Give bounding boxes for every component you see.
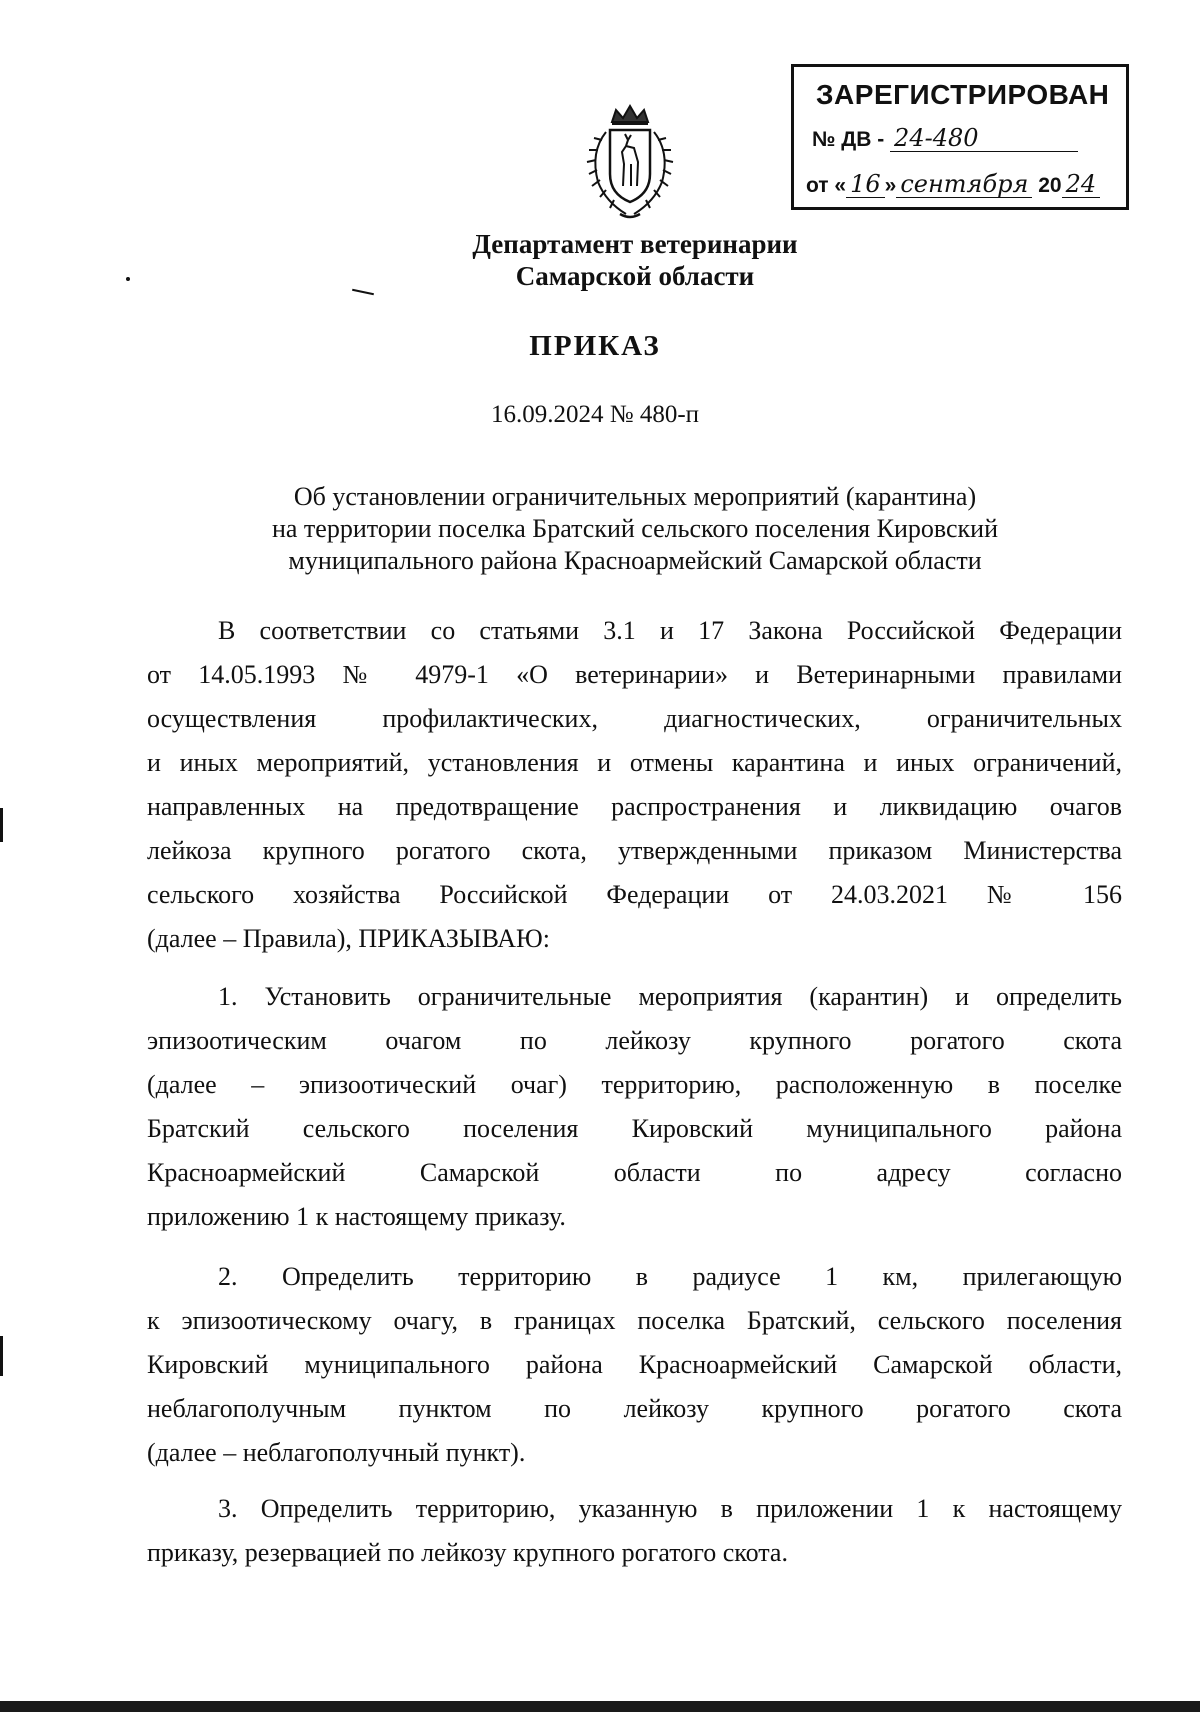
stamp-date-month: сентября bbox=[896, 171, 1032, 198]
stamp-date-year-prefix: 20 bbox=[1038, 174, 1062, 197]
body-line: Братский сельского поселения Кировский муниципального района bbox=[147, 1114, 1122, 1143]
stamp-number-row bbox=[812, 125, 1078, 152]
body-line: Кировский муниципального района Красноармейский Самарской области, bbox=[147, 1350, 1122, 1379]
body-line: (далее – неблагополучный пункт). bbox=[147, 1438, 526, 1467]
registration-stamp bbox=[791, 64, 1129, 210]
body-line: сельского хозяйства Российской Федерации от 24.03.2021 № 156 bbox=[147, 880, 1122, 909]
body-line: (далее – эпизоотический очаг) территорию, расположенную в поселке bbox=[147, 1070, 1122, 1099]
body-line: Красноармейский Самарской области по адресу согласно bbox=[147, 1158, 1122, 1187]
subject-line: на территории поселка Братский сельского поселения Кировский bbox=[271, 514, 999, 543]
body-line: 1. Установить ограничительные мероприятия (карантин) и определить bbox=[218, 982, 1122, 1011]
body-line: В соответствии со статьями 3.1 и 17 Закона Российской Федерации bbox=[218, 616, 1122, 645]
body-line: 2. Определить территорию в радиусе 1 км, прилегающую bbox=[218, 1262, 1122, 1291]
department-name-line2: Самарской области bbox=[515, 261, 755, 291]
department-name-line1: Департамент ветеринарии bbox=[472, 229, 798, 259]
body-line: эпизоотическим очагом по лейкозу крупного рогатого скота bbox=[147, 1026, 1122, 1055]
subject-line: Об установлении ограничительных мероприятий (карантина) bbox=[293, 482, 977, 511]
body-line: (далее – Правила), ПРИКАЗЫВАЮ: bbox=[147, 924, 550, 953]
scan-speck bbox=[126, 277, 130, 281]
body-line: неблагополучным пунктом по лейкозу крупного рогатого скота bbox=[147, 1394, 1122, 1423]
body-line: осуществления профилактических, диагностических, ограничительных bbox=[147, 704, 1122, 733]
scan-bottom-edge bbox=[0, 1701, 1200, 1712]
stamp-date-day: 16 bbox=[846, 171, 885, 198]
stamp-title: ЗАРЕГИСТРИРОВАН bbox=[816, 79, 1110, 110]
coat-of-arms-icon bbox=[576, 102, 684, 224]
body-line: и иных мероприятий, установления и отмены карантина и иных ограничений, bbox=[147, 748, 1122, 777]
body-line: 3. Определить территорию, указанную в приложении 1 к настоящему bbox=[218, 1494, 1122, 1523]
body-line: к эпизоотическому очагу, в границах поселка Братский, сельского поселения bbox=[147, 1306, 1122, 1335]
stamp-date-prefix: от « bbox=[806, 174, 847, 197]
stamp-date-year-suffix: 24 bbox=[1062, 171, 1101, 198]
body-line: лейкоза крупного рогатого скота, утвержденными приказом Министерства bbox=[147, 836, 1122, 865]
scan-margin-mark bbox=[0, 808, 3, 842]
document-date-number: 16.09.2024 № 480-п bbox=[490, 401, 700, 428]
document-type-title: ПРИКАЗ bbox=[529, 330, 661, 362]
stamp-number-handwritten: 24-480 bbox=[890, 125, 1078, 152]
stamp-date-row bbox=[806, 171, 1100, 198]
body-line: приказу, резервацией по лейкозу крупного рогатого скота. bbox=[147, 1538, 788, 1567]
body-line: от 14.05.1993 № 4979-1 «О ветеринарии» и Ветеринарными правилами bbox=[147, 660, 1122, 689]
body-line: приложению 1 к настоящему приказу. bbox=[147, 1202, 566, 1231]
body-line: направленных на предотвращение распространения и ликвидацию очагов bbox=[147, 792, 1122, 821]
stamp-date-mid: » bbox=[884, 174, 897, 197]
scan-margin-mark bbox=[0, 1336, 3, 1376]
subject-line: муниципального района Красноармейский Самарской области bbox=[288, 546, 982, 575]
stamp-number-label: № ДВ - bbox=[812, 128, 885, 151]
